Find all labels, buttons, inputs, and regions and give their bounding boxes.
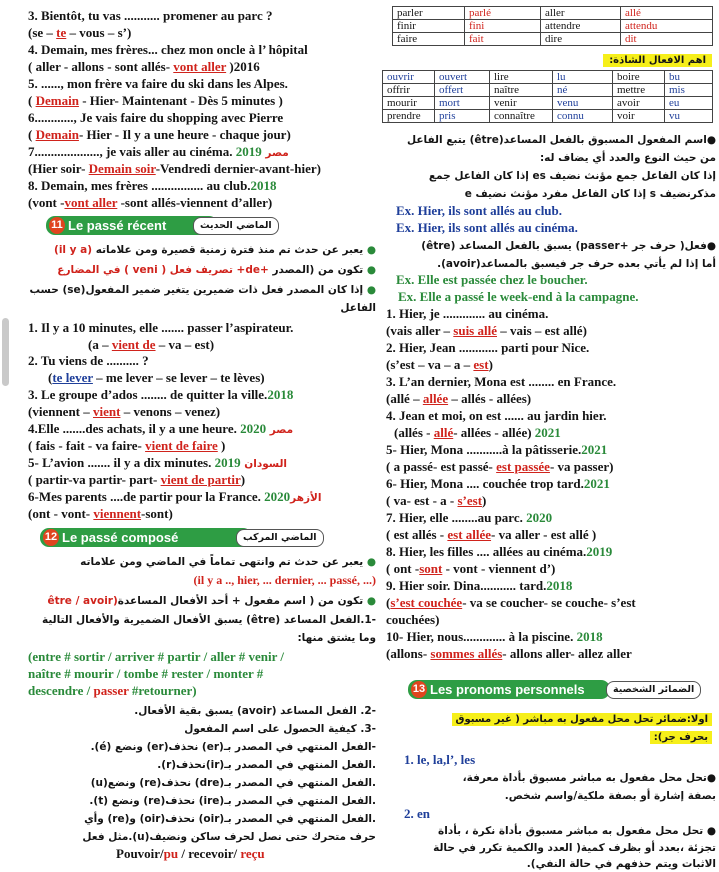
answer: est [473, 357, 489, 372]
rule-line: .الفعل المنتهي في المصدر بـ(dre) نحذف(re) ونضع(u) [90, 777, 376, 789]
scrollbar[interactable] [2, 318, 9, 386]
highlight: اولا:ضمائر تحل محل مفعول به مباشر ( غير مسبوق [452, 713, 713, 726]
table-row [383, 97, 713, 110]
pronoun-rule: تجزئة ،بعدد أو بظرف كمية( العدد والكمية تكرر في حالة [433, 842, 716, 854]
cell: pris [435, 110, 490, 123]
cell: boire [613, 71, 665, 84]
cell: dire [541, 33, 621, 46]
rule-line: ● يعبر عن حدث تم وانتهى تماماً في الماضي ومن علاماته [80, 556, 376, 568]
answer: te [56, 25, 67, 40]
choices: (viennent – vient – venons – venez) [28, 404, 221, 419]
cell: venir [490, 97, 553, 110]
choices: couchées) [386, 612, 440, 627]
table-row [383, 110, 713, 123]
choices: (allé – allée – allés - allées) [386, 391, 532, 406]
agreement-rule: من حيث النوع والعدد أي يضاف له: [539, 152, 716, 164]
choices-4: ( aller - allons - sont allés- vont aller )2016 [28, 59, 260, 74]
cell: venu [553, 97, 613, 110]
question: 5- L’avion ....... il y a dix minutes. 2019 السودان [28, 455, 288, 470]
section-12-arabic-title: الماضي المركب [236, 529, 324, 547]
rule-line: (il y a .., hier, ... dernier, ... passé, ...) [193, 573, 376, 587]
choices: (te lever – me lever – se lever – te lèves) [48, 370, 265, 385]
rule-line: .الفعل المنتهي في المصدر بـ(oir) نحذف(oir) و(re) وأي [84, 813, 376, 825]
rule-line: ● تكون من (المصدر +de+ تصريف فعل ( veni ) في المضارع [57, 264, 376, 276]
cell: allé [621, 7, 713, 20]
choices: (allés - allé- allées - allée) 2021 [394, 425, 561, 440]
pronoun-rule: الاثبات ويتم حذفهم في حالة النفي). [526, 858, 716, 870]
cell: lu [553, 71, 613, 84]
cell: parlé [465, 7, 541, 20]
answer: vont aller [173, 59, 227, 74]
cell: avoir [613, 97, 665, 110]
cell: connu [553, 110, 613, 123]
question: 8. Hier, les filles .... allées au cinéma.2019 [386, 544, 613, 559]
answer: est passée [496, 459, 550, 474]
exercise-3: 3. Bientôt, tu vas ........... promener au parc ? [28, 8, 273, 23]
cell: parler [393, 7, 465, 20]
highlight: بحرف جر): [650, 731, 712, 744]
rule-line: ● تكون من ( اسم مفعول + أحد الأفعال المساعدة(être / avoir [47, 595, 376, 607]
exercise-4: 4. Demain, mes frères... chez mon oncle à l’ hôpital [28, 42, 308, 57]
cell: mis [665, 84, 713, 97]
exercise-6: 6............, Je vais faire du shopping avec Pierre [28, 110, 284, 125]
rule-line: -الفعل المنتهي في المصدر بـ(er) نحذف(er) ونضع (é). [90, 741, 376, 753]
pronoun-rule: ●تحل محل مفعول به مباشر مسبوق بأداة معرفة، [462, 772, 716, 784]
answer: sont [419, 561, 443, 576]
cell: fait [465, 33, 541, 46]
question: 3. L’an dernier, Mona est ........ en France. [386, 374, 617, 389]
agreement-rule: إذا كان الفاعل جمع مؤنث نضيف es إذا كان الفاعل جمع [428, 170, 716, 182]
cell: lire [490, 71, 553, 84]
question: 6-Mes parents ....de partir pour la France. 2020الأزهر [28, 489, 322, 504]
cell: naître [490, 84, 553, 97]
choices: ( fais - fait - va faire- vient de faire ) [28, 438, 226, 453]
answer: vont aller [64, 195, 118, 210]
cell: mourir [383, 97, 435, 110]
agreement-rule: ●اسم المفعول المسبوق بالفعل المساعد(être) يتبع الفاعل [407, 134, 716, 146]
exercise-5: 5. ......, mon frère va faire du ski dans les Alpes. [28, 76, 288, 91]
question: 9. Hier soir. Dina........... tard.2018 [386, 578, 573, 593]
choices: ( ont -sont - vont - viennent d’) [386, 561, 556, 576]
rule-line: .الفعل المنتهي في المصدر بـ(ire) نحذف(re) ونضع (t). [89, 795, 376, 807]
passer-rule: ●فعل( حرف جر +passer) يسبق بالفعل المساعد (être) [421, 240, 716, 252]
answer: Demain [35, 93, 79, 108]
section-number: 11 [49, 217, 65, 234]
pronoun-rule: بصفة إشارة أو بصفة ملكية/واسم شخص. [504, 790, 716, 802]
choices: ( est allés - est allée- va aller - est allé ) [386, 527, 597, 542]
rule-line: حرف متحرك حتى نصل لحرف ساكن ونضيف(u).مثل فعل [82, 831, 376, 843]
cell: ouvrir [383, 71, 435, 84]
answer: te lever [52, 370, 93, 385]
cell: attendre [541, 20, 621, 33]
rule-line: الفاعل [340, 302, 376, 314]
table-row [393, 33, 713, 46]
answer: Demain [35, 127, 79, 142]
pronoun-heading: 1. le, la,l’, les [404, 752, 476, 767]
table-row [383, 71, 713, 84]
answer: vient de partir [160, 472, 241, 487]
cell: offert [435, 84, 490, 97]
answer: vient de faire [145, 438, 218, 453]
cell: offrir [383, 84, 435, 97]
example: Ex. Hier, ils sont allés au cinéma. [396, 220, 578, 235]
irregular-verbs-label: اهم الافعال الشاذة: [603, 54, 712, 67]
choices-3: (se – te – vous – s’) [28, 25, 132, 40]
section-11-header: 11 Le passé récent [46, 216, 218, 235]
answer: vient [93, 404, 121, 419]
choices: (allons- sommes allés- allons aller- allez aller [386, 646, 632, 661]
question: 1. Il y a 10 minutes, elle ....... passer l’aspirateur. [28, 320, 294, 335]
cell: mort [435, 97, 490, 110]
choices: (vais aller – suis allé – vais – est allé) [386, 323, 587, 338]
verb-list: (entre # sortir / arriver # partir / aller # venir / [28, 649, 284, 664]
pronoun-heading: 2. en [404, 806, 430, 821]
choices: (s’est couchée- va se coucher- se couche- s’est [386, 595, 636, 610]
answer: Demain soir [88, 161, 156, 176]
question: 4.Elle .......des achats, il y a une heure. 2020 مصر [28, 421, 294, 436]
choices-5: ( Demain - Hier- Maintenant - Dès 5 minutes ) [28, 93, 283, 108]
rule-line: ● إذا كان المصدر فعل ذات ضميرين يتغير ضمير المفعول(se) حسب [29, 284, 376, 296]
section-13-header: 13 Les pronoms personnels [408, 680, 610, 699]
answer: viennent [93, 506, 142, 521]
section-12-header: 12 Le passé composé [40, 528, 252, 547]
example: Ex. Elle a passé le week-end à la campagne. [398, 289, 639, 304]
cell: mettre [613, 84, 665, 97]
answer: allé [433, 425, 454, 440]
question: 2. Tu viens de .......... ? [28, 353, 149, 368]
rule-line: .الفعل المنتهي في المصدر بـ(ir)نحذف(r). [157, 759, 376, 771]
table-row [383, 84, 713, 97]
cell: attendu [621, 20, 713, 33]
irregular-participle-table [382, 70, 713, 123]
choices: ( va- est - a - s’est) [386, 493, 487, 508]
question: 4. Jean et moi, on est ...... au jardin hier. [386, 408, 607, 423]
section-13-arabic-title: الضمائر الشخصية [606, 681, 701, 699]
cell: dit [621, 33, 713, 46]
cell: finir [393, 20, 465, 33]
answer: suis allé [453, 323, 497, 338]
rule-line: -3. كيفية الحصول على اسم المفعول [184, 723, 376, 735]
table-row [393, 7, 713, 20]
cell: voir [613, 110, 665, 123]
pronoun-rule: ● تحل محل مفعول به مباشر مسبوق بأداة نكرة ، بأداة [438, 825, 716, 837]
answer: vient de [111, 337, 156, 352]
question: 10- Hier, nous............. à la piscine. 2018 [386, 629, 603, 644]
rule-line: -1.الفعل المساعد (être) يسبق الأفعال الضميرية والأفعال التالية [41, 614, 376, 626]
example: Ex. Elle est passée chez le boucher. [396, 272, 588, 287]
section-11-arabic-title: الماضي الحديث [193, 217, 279, 235]
question: 6- Hier, Mona .... couchée trop tard.2021 [386, 476, 610, 491]
cell: prendre [383, 110, 435, 123]
choices: (a – vient de – va – est) [88, 337, 215, 352]
choices: ( a passé- est passé- est passée- va passer) [386, 459, 614, 474]
exercise-7: 7...................., je vais aller au cinéma. 2019 مصر [28, 144, 289, 159]
question: 1. Hier, je ............. au cinéma. [386, 306, 549, 321]
verb-list: descendre / passer #retourner) [28, 683, 197, 698]
rule-line: وما يشتق منها: [297, 632, 376, 644]
regular-participle-table [392, 6, 713, 46]
answer: s’est couchée [390, 595, 463, 610]
choices: ( partir-va partir- part- vient de partir) [28, 472, 246, 487]
cell: bu [665, 71, 713, 84]
agreement-rule: مذكرنضيف s إذا كان الفاعل مفرد مؤنث نضيف e [464, 188, 716, 200]
table-row [393, 20, 713, 33]
cell: faire [393, 33, 465, 46]
question: 7. Hier, elle ........au parc. 2020 [386, 510, 553, 525]
choices: (s’est – va – a – est) [386, 357, 493, 372]
rule-line: -2. الفعل المساعد (avoir) يسبق بقية الأفعال. [134, 705, 376, 717]
choices: (ont - vont- viennent-sont) [28, 506, 173, 521]
question: 5- Hier, Mona ...........à la pâtisserie.2021 [386, 442, 608, 457]
cell: né [553, 84, 613, 97]
example: Ex. Hier, ils sont allés au club. [396, 203, 563, 218]
cell: fini [465, 20, 541, 33]
verb-list: naître # mourir / tombe # rester / monter # [28, 666, 264, 681]
question: 3. Le groupe d’ados ........ de quitter la ville.2018 [28, 387, 294, 402]
section-number: 12 [43, 529, 59, 546]
question: 2. Hier, Jean ............ parti pour Nice. [386, 340, 590, 355]
cell: ouvert [435, 71, 490, 84]
answer: est allée [447, 527, 492, 542]
example-participles: Pouvoir/pu / recevoir/ reçu [116, 846, 265, 861]
section-number: 13 [411, 681, 427, 698]
cell: eu [665, 97, 713, 110]
answer: s’est [457, 493, 483, 508]
choices-8: (vont -vont aller -sont allés-viennent d’aller) [28, 195, 273, 210]
rule-line: ● يعبر عن حدث تم منذ فترة زمنية قصيرة ومن علاماته (il y a) [54, 244, 376, 256]
choices-6: ( Demain- Hier - Il y a une heure - chaque jour) [28, 127, 291, 142]
exercise-8: 8. Demain, mes frères ................ au club.2018 [28, 178, 277, 193]
passer-rule: أما إذا لم يأتي بعده حرف جر فيسبق بالمساعد(avoir). [437, 258, 716, 270]
choices-7: (Hier soir- Demain soir-Vendredi dernier-avant-hier) [28, 161, 321, 176]
cell: connaître [490, 110, 553, 123]
answer: allée [422, 391, 449, 406]
cell: aller [541, 7, 621, 20]
answer: sommes allés [430, 646, 503, 661]
cell: vu [665, 110, 713, 123]
